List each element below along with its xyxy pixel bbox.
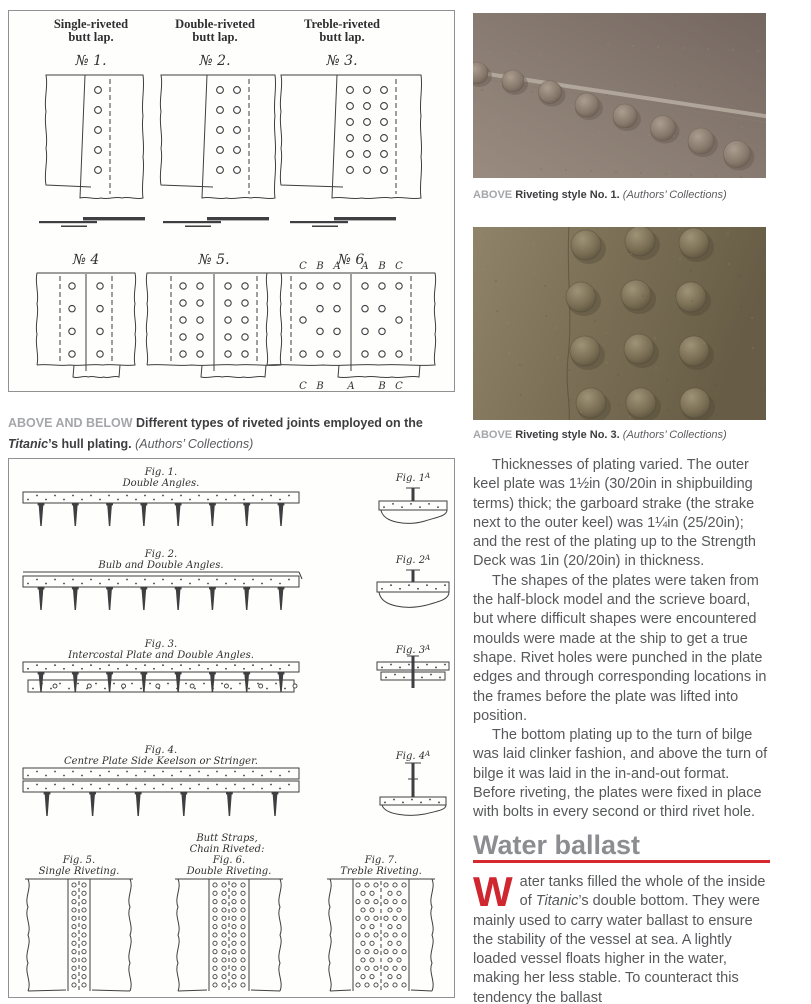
riveted-joints-panel — [8, 10, 455, 392]
svg-text:Fig. 2.: Fig. 2. — [144, 549, 178, 560]
svg-text:Single Riveting.: Single Riveting. — [38, 866, 120, 877]
plating-figures-diagram — [9, 459, 454, 997]
svg-text:C: C — [299, 381, 307, 391]
svg-text:butt lap.: butt lap. — [192, 30, 238, 44]
photo-3-caption — [473, 429, 769, 441]
paragraph-text: ’s double bottom. They were mainly used to carry water ballast to ensure the stability of the vessel at sea. A lightly loaded vessel floats higher in the water, making her less stable. To counteract this tendency the ballast — [473, 893, 761, 1004]
svg-text:Fig. 4A: Fig. $4^A$ — [395, 750, 431, 762]
dropcap-paragraph — [473, 867, 770, 1004]
svg-text:Chain Riveted:: Chain Riveted: — [189, 844, 265, 855]
svg-text:Fig. 4.: Fig. 4. — [144, 745, 178, 756]
caption-text: Different types of riveted joints employed on the — [136, 415, 423, 430]
svg-text:B: B — [316, 381, 324, 391]
riveted-joints-diagram — [9, 11, 454, 391]
joints-caption — [8, 413, 455, 457]
caption-text: Riveting style No. 1. — [515, 189, 620, 201]
paragraph-text: ater tanks filled the whole of the inside of — [519, 873, 766, 910]
rivet-photo-3 — [473, 227, 766, 420]
svg-text:Treble Riveting.: Treble Riveting. — [340, 866, 422, 877]
svg-text:Double Riveting.: Double Riveting. — [186, 866, 272, 877]
svg-text:№ 1.: № 1. — [75, 53, 107, 69]
photo-riveting-style-3 — [473, 227, 766, 420]
caption-italic-titanic: Titanic — [8, 437, 49, 452]
svg-text:A: A — [333, 261, 341, 272]
svg-text:Fig. 1.: Fig. 1. — [144, 467, 178, 478]
plating-figures-panel — [8, 458, 455, 998]
svg-text:№ 6: № 6 — [337, 252, 365, 268]
body-paragraph: Thicknesses of plating varied. The outer keel plate was 1½in (30/20in in shipbuilding terms) thick; the garboard strake (the strake next to the outer keel) was 1¼in (25/20in); and the rest of the plating up to the Strength Deck was 1in (20/20in) in thickness. — [473, 457, 756, 570]
svg-text:Fig. 7.: Fig. 7. — [364, 855, 398, 866]
svg-text:butt lap.: butt lap. — [68, 30, 114, 44]
svg-text:Double Angles.: Double Angles. — [122, 478, 200, 489]
svg-text:Treble-riveted: Treble-riveted — [304, 17, 380, 31]
svg-text:Fig. 6.: Fig. 6. — [212, 855, 246, 866]
caption-prefix: ABOVE AND BELOW — [8, 415, 133, 430]
svg-text:Single-riveted: Single-riveted — [53, 17, 129, 31]
svg-text:Centre Plate Side Keelson or S: Centre Plate Side Keelson or Stringer. — [64, 756, 258, 767]
caption-credit: (Authors’ Collections) — [135, 437, 254, 452]
svg-text:№ 2.: № 2. — [199, 53, 231, 69]
photo-riveting-style-1 — [473, 13, 766, 178]
photo-1-caption — [473, 189, 769, 201]
caption-prefix: ABOVE — [473, 429, 513, 441]
svg-text:C: C — [395, 261, 403, 272]
svg-text:№ 5.: № 5. — [198, 252, 230, 268]
svg-text:A: A — [347, 381, 355, 391]
caption-prefix: ABOVE — [473, 189, 513, 201]
rivet-photo-1 — [473, 13, 766, 178]
svg-text:Double-riveted: Double-riveted — [175, 17, 255, 31]
svg-text:A: A — [361, 261, 369, 272]
svg-text:№ 4: № 4 — [72, 252, 100, 268]
caption-credit: (Authors’ Collections) — [622, 429, 727, 441]
section-heading-water-ballast: Water ballast — [473, 829, 641, 860]
svg-text:B: B — [378, 261, 386, 272]
svg-text:Bulb and Double Angles.: Bulb and Double Angles. — [98, 560, 224, 571]
heading-rule — [473, 860, 770, 863]
caption-text-2: ’s hull plating. — [48, 437, 132, 452]
svg-text:B: B — [316, 261, 324, 272]
svg-text:Fig. 3A: Fig. $3^A$ — [395, 644, 431, 656]
svg-text:№ 3.: № 3. — [326, 53, 358, 69]
svg-text:Butt Straps,: Butt Straps, — [196, 833, 258, 844]
dropcap-letter: W — [473, 867, 513, 915]
paragraph-italic-titanic: Titanic — [535, 893, 579, 910]
svg-text:Fig. 2A: Fig. $2^A$ — [395, 554, 431, 566]
svg-text:C: C — [395, 381, 403, 391]
body-paragraph: The bottom plating up to the turn of bilge was laid clinker fashion, and above the turn of bilge it was laid in the in-and-out format. Before riveting, the plates were fixed in place with bolts in every second or third rivet hole. — [473, 727, 768, 821]
svg-text:Intercostal Plate and Double A: Intercostal Plate and Double Angles. — [68, 650, 254, 661]
svg-text:butt lap.: butt lap. — [319, 30, 365, 44]
caption-text: Riveting style No. 3. — [515, 429, 620, 441]
svg-text:B: B — [378, 381, 386, 391]
svg-text:Fig. 3.: Fig. 3. — [144, 639, 178, 650]
svg-text:Fig. 5.: Fig. 5. — [62, 855, 96, 866]
body-paragraph: The shapes of the plates were taken from the half-block model and the scrieve board, but where difficult shapes were encountered moulds were made at the ship to get a true shape. Rivet holes were punched in the plate edges and through corresponding locations in the frames before the plate was lifted into position. — [473, 572, 767, 724]
svg-text:Fig. 1A: Fig. $1^A$ — [395, 472, 431, 484]
caption-credit: (Authors’ Collections) — [622, 189, 727, 201]
svg-text:C: C — [299, 261, 307, 272]
article-column — [473, 456, 770, 1004]
